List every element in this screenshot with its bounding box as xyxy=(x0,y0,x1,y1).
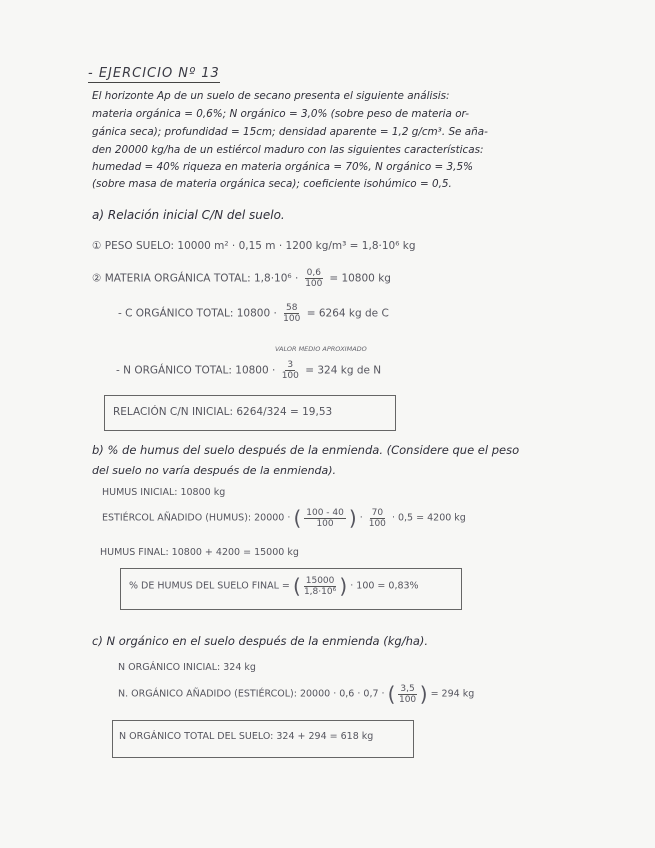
n-organico-calc xyxy=(116,360,381,381)
statement-line: humedad = 40% riqueza en materia orgánica = 70%, N orgánico = 3,5% xyxy=(92,161,473,173)
calc-text: - N ORGÁNICO TOTAL: 10800 · xyxy=(116,364,276,377)
humus-inicial: HUMUS INICIAL: 10800 kg xyxy=(102,487,226,498)
fraction: $\frac{58}{100}$ xyxy=(283,303,301,324)
materia-organica-calc xyxy=(92,268,391,289)
statement-line: (sobre masa de materia orgánica seca); coeficiente isohúmico = 0,5. xyxy=(92,178,452,190)
section-c-heading: c) N orgánico en el suelo después de la enmienda (kg/ha). xyxy=(92,634,429,648)
peso-suelo-calc: ① PESO SUELO: 10000 m² · 0,15 m · 1200 kg/m³ = 1,8·10⁶ kg xyxy=(92,240,416,252)
calc-result: = 10800 kg xyxy=(329,272,391,285)
cn-ratio-result: RELACIÓN C/N INICIAL: 6264/324 = 19,53 xyxy=(113,406,333,418)
section-b-heading-cont: del suelo no varía después de la enmienda). xyxy=(92,464,337,477)
humus-percent-result: % DE HUMUS DEL SUELO FINAL = ( $\frac{15000}{\text{1,8·10⁶}}$ ) · 100 = 0,83% xyxy=(129,574,419,598)
statement-line: materia orgánica = 0,6%; N orgánico = 3,0% (sobre peso de materia or- xyxy=(92,108,469,120)
statement-line: El horizonte Ap de un suelo de secano presenta el siguiente análisis: xyxy=(92,90,450,102)
calc-result: · 0,5 = 4200 kg xyxy=(391,512,466,524)
section-a-heading: a) Relación inicial C/N del suelo. xyxy=(92,208,285,222)
c-organico-calc xyxy=(118,303,389,324)
calc-text: ESTIÉRCOL AÑADIDO (HUMUS): 20000 · xyxy=(102,512,291,524)
fraction: $\frac{70}{100}$ xyxy=(368,507,386,529)
calc-text: ② MATERIA ORGÁNICA TOTAL: 1,8·10⁶ · xyxy=(92,272,299,285)
result-box-c xyxy=(112,720,414,758)
approx-note: VALOR MEDIO APROXIMADO xyxy=(275,345,367,353)
section-b-heading: b) % de humus del suelo después de la enmienda. (Considere que el peso xyxy=(92,443,520,457)
statement-line: gánica seca); profundidad = 15cm; densidad aparente = 1,2 g/cm³. Se aña- xyxy=(92,126,488,138)
n-anadido-calc: N. ORGÁNICO AÑADIDO (ESTIÉRCOL): 20000 · 0,6 · 0,7 · ( $\frac{3,5}{100}$ ) = 294 kg xyxy=(118,682,475,706)
calc-result: = 6264 kg de C xyxy=(306,307,389,320)
exercise-title: - EJERCICIO Nº 13 xyxy=(88,66,220,81)
fraction: $\frac{100 - 40}{100}$ xyxy=(306,507,344,529)
estiercol-calc: ESTIÉRCOL AÑADIDO (HUMUS): 20000 · ( $\frac{100 - 40}{100}$ ) · $\frac{70}{100}$ · 0,5 = 4200 kg xyxy=(102,506,466,530)
statement-line: den 20000 kg/ha de un estiércol maduro con las siguientes características: xyxy=(92,144,484,156)
calc-text: - C ORGÁNICO TOTAL: 10800 · xyxy=(118,307,277,320)
fraction: $\frac{3}{100}$ xyxy=(281,360,299,381)
calc-result: = 324 kg de N xyxy=(305,364,382,377)
n-inicial: N ORGÁNICO INICIAL: 324 kg xyxy=(118,662,256,673)
result-box-b xyxy=(120,568,462,610)
n-total-result: N ORGÁNICO TOTAL DEL SUELO: 324 + 294 = 618 kg xyxy=(119,731,374,742)
humus-final: HUMUS FINAL: 10800 + 4200 = 15000 kg xyxy=(100,547,299,558)
fraction: $\frac{0,6}{100}$ xyxy=(305,268,323,289)
result-box-a xyxy=(104,395,396,431)
